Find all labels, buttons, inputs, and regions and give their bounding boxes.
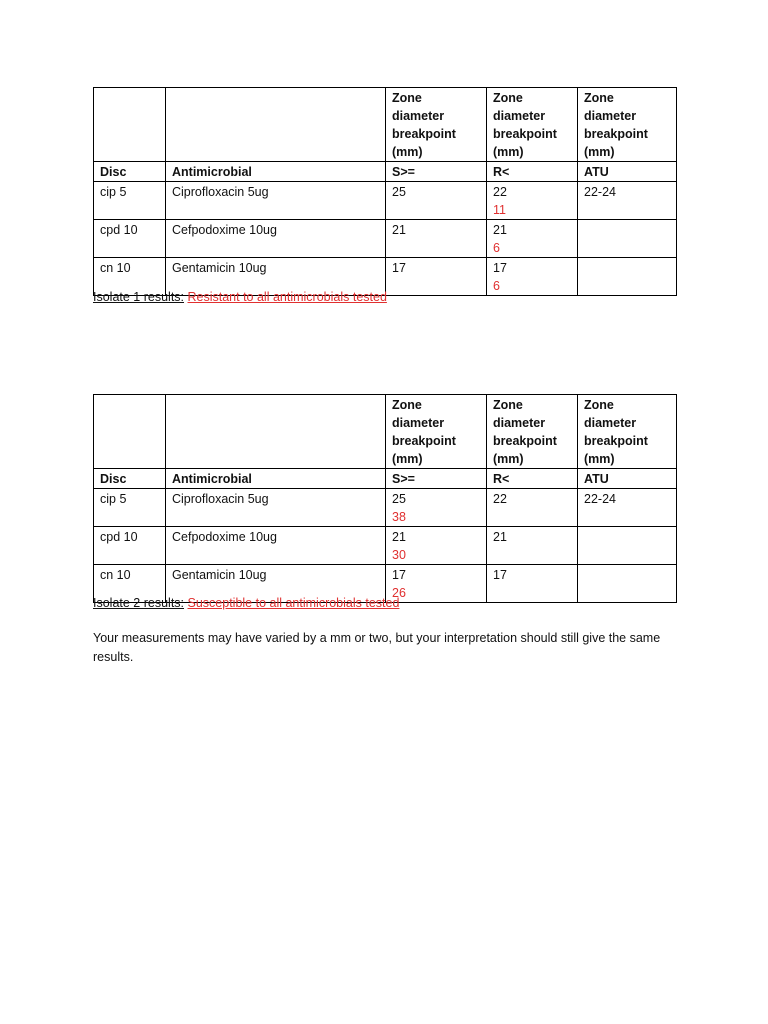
header-line: diameter bbox=[493, 416, 546, 430]
zone-diameter-atu-header bbox=[578, 88, 677, 162]
s-value: 17 bbox=[392, 568, 406, 582]
header-line: (mm) bbox=[392, 145, 423, 159]
empty-header-cell bbox=[166, 395, 386, 469]
atu-column-label: ATU bbox=[578, 162, 677, 182]
r-value: 22 bbox=[493, 492, 507, 506]
empty-header-cell bbox=[166, 88, 386, 162]
table-row bbox=[94, 489, 677, 527]
s-value: 17 bbox=[392, 261, 406, 275]
header-line: Zone bbox=[493, 91, 523, 105]
antimicrobial-cell: Cefpodoxime 10ug bbox=[166, 220, 386, 258]
header-line: (mm) bbox=[392, 452, 423, 466]
disc-cell: cn 10 bbox=[94, 258, 166, 296]
header-line: (mm) bbox=[584, 452, 615, 466]
table-row bbox=[94, 182, 677, 220]
table-header-row bbox=[94, 88, 677, 162]
result-text: Resistant to all antimicrobials tested bbox=[187, 290, 387, 304]
header-line: (mm) bbox=[584, 145, 615, 159]
r-cell bbox=[487, 527, 578, 565]
header-line: diameter bbox=[493, 109, 546, 123]
interpretation-note: Your measurements may have varied by a mm or two, but your interpretation should still give the same results. bbox=[93, 631, 661, 664]
s-cell bbox=[386, 527, 487, 565]
r-cell bbox=[487, 565, 578, 603]
measured-value: 26 bbox=[392, 586, 406, 600]
table-row bbox=[94, 220, 677, 258]
zone-diameter-r-header bbox=[487, 395, 578, 469]
atu-cell bbox=[578, 565, 677, 603]
s-cell bbox=[386, 258, 487, 296]
s-cell bbox=[386, 489, 487, 527]
isolate-1-table bbox=[93, 87, 677, 296]
s-cell bbox=[386, 220, 487, 258]
header-line: Zone bbox=[584, 91, 614, 105]
disc-column-label: Disc bbox=[94, 162, 166, 182]
result-label: Isolate 2 results: bbox=[93, 596, 185, 610]
s-cell bbox=[386, 182, 487, 220]
isolate-1-result bbox=[93, 289, 387, 305]
antimicrobial-cell: Ciprofloxacin 5ug bbox=[166, 182, 386, 220]
disc-cell: cn 10 bbox=[94, 565, 166, 603]
r-column-label: R< bbox=[487, 162, 578, 182]
header-line: breakpoint bbox=[584, 434, 648, 448]
antimicrobial-column-label: Antimicrobial bbox=[166, 469, 386, 489]
r-value: 21 bbox=[493, 223, 507, 237]
measured-value: 11 bbox=[493, 203, 506, 217]
antimicrobial-column-label: Antimicrobial bbox=[166, 162, 386, 182]
empty-header-cell bbox=[94, 395, 166, 469]
antimicrobial-cell: Gentamicin 10ug bbox=[166, 258, 386, 296]
header-line: diameter bbox=[392, 109, 445, 123]
table-row bbox=[94, 527, 677, 565]
header-line: (mm) bbox=[493, 145, 524, 159]
disc-column-label: Disc bbox=[94, 469, 166, 489]
header-line: Zone bbox=[392, 398, 422, 412]
s-value: 25 bbox=[392, 185, 406, 199]
s-value: 25 bbox=[392, 492, 406, 506]
atu-cell: 22-24 bbox=[578, 182, 677, 220]
disc-cell: cip 5 bbox=[94, 182, 166, 220]
measured-value: 30 bbox=[392, 548, 406, 562]
s-column-label: S>= bbox=[386, 162, 487, 182]
r-value: 17 bbox=[493, 261, 507, 275]
header-line: diameter bbox=[584, 416, 637, 430]
column-label-row bbox=[94, 162, 677, 182]
s-value: 21 bbox=[392, 530, 406, 544]
column-label-row bbox=[94, 469, 677, 489]
r-value: 21 bbox=[493, 530, 507, 544]
atu-cell bbox=[578, 220, 677, 258]
zone-diameter-s-header bbox=[386, 88, 487, 162]
table-header-row bbox=[94, 395, 677, 469]
header-line: Zone bbox=[584, 398, 614, 412]
measured-value: 6 bbox=[493, 241, 500, 255]
disc-cell: cip 5 bbox=[94, 489, 166, 527]
atu-cell bbox=[578, 527, 677, 565]
zone-diameter-s-header bbox=[386, 395, 487, 469]
empty-header-cell bbox=[94, 88, 166, 162]
r-value: 22 bbox=[493, 185, 507, 199]
isolate-2-table bbox=[93, 394, 677, 603]
header-line: breakpoint bbox=[392, 434, 456, 448]
atu-cell: 22-24 bbox=[578, 489, 677, 527]
measured-value: 6 bbox=[493, 279, 500, 293]
atu-column-label: ATU bbox=[578, 469, 677, 489]
header-line: breakpoint bbox=[493, 127, 557, 141]
atu-cell bbox=[578, 258, 677, 296]
header-line: Zone bbox=[392, 91, 422, 105]
antimicrobial-cell: Cefpodoxime 10ug bbox=[166, 527, 386, 565]
isolate-2-result bbox=[93, 595, 399, 611]
header-line: (mm) bbox=[493, 452, 524, 466]
header-line: breakpoint bbox=[584, 127, 648, 141]
r-value: 17 bbox=[493, 568, 507, 582]
result-text: Susceptible to all antimicrobials tested bbox=[187, 596, 400, 610]
zone-diameter-atu-header bbox=[578, 395, 677, 469]
r-cell bbox=[487, 489, 578, 527]
result-label: Isolate 1 results: bbox=[93, 290, 185, 304]
s-value: 21 bbox=[392, 223, 406, 237]
disc-cell: cpd 10 bbox=[94, 220, 166, 258]
header-line: breakpoint bbox=[392, 127, 456, 141]
header-line: diameter bbox=[392, 416, 445, 430]
r-cell bbox=[487, 258, 578, 296]
antimicrobial-cell: Gentamicin 10ug bbox=[166, 565, 386, 603]
header-line: Zone bbox=[493, 398, 523, 412]
r-cell bbox=[487, 182, 578, 220]
r-column-label: R< bbox=[487, 469, 578, 489]
measured-value: 38 bbox=[392, 510, 406, 524]
header-line: diameter bbox=[584, 109, 637, 123]
zone-diameter-r-header bbox=[487, 88, 578, 162]
r-cell bbox=[487, 220, 578, 258]
header-line: breakpoint bbox=[493, 434, 557, 448]
disc-cell: cpd 10 bbox=[94, 527, 166, 565]
s-cell bbox=[386, 565, 487, 603]
s-column-label: S>= bbox=[386, 469, 487, 489]
antimicrobial-cell: Ciprofloxacin 5ug bbox=[166, 489, 386, 527]
